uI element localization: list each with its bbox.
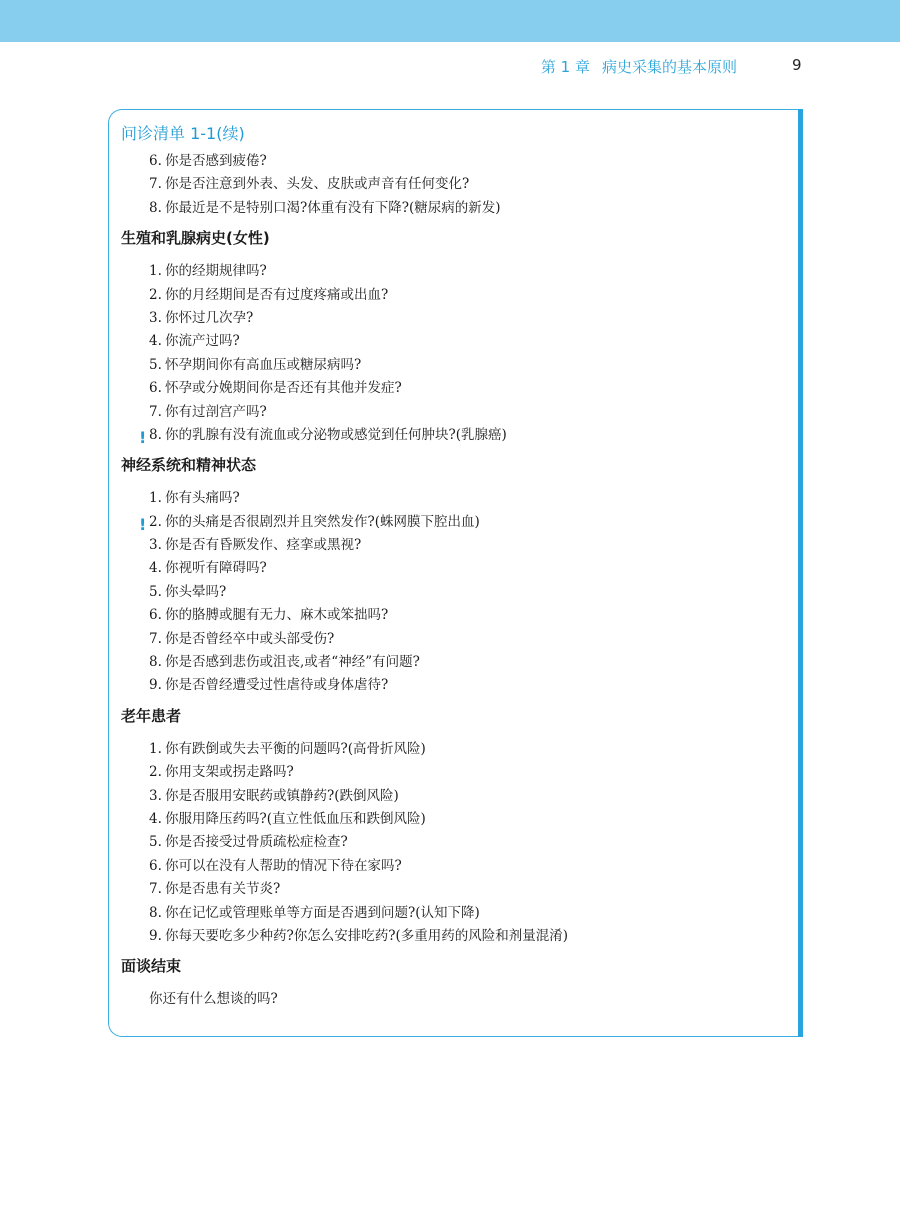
item-text: 你是否有昏厥发作、痉挛或黑视? [165, 537, 362, 554]
list-item [121, 651, 791, 674]
section-list [121, 487, 791, 698]
item-text: 你怀过几次孕? [165, 309, 254, 326]
item-number: 9. [149, 677, 162, 694]
item-number: 8. [149, 426, 162, 443]
item-number: 8. [149, 654, 162, 671]
item-text: 你是否患有关节炎? [165, 881, 281, 898]
item-text: 你是否服用安眠药或镇静药?(跌倒风险) [165, 787, 399, 804]
list-item [121, 581, 791, 604]
item-number: 5. [149, 834, 162, 851]
item-text: 你有跌倒或失去平衡的问题吗?(高骨折风险) [165, 740, 426, 757]
item-text: 你是否曾经遭受过性虐待或身体虐待? [165, 677, 389, 694]
list-item [121, 330, 791, 353]
item-text: 你的乳腺有没有流血或分泌物或感觉到任何肿块?(乳腺癌) [165, 426, 507, 443]
list-item [121, 761, 791, 784]
list-item [121, 902, 791, 925]
item-text: 你是否感到疲倦? [165, 153, 267, 169]
item-text: 你在记忆或管理账单等方面是否遇到问题?(认知下降) [165, 904, 480, 921]
item-number: 7. [149, 881, 162, 898]
item-number: 6. [149, 857, 162, 874]
section [121, 954, 791, 1011]
item-number: 2. [149, 286, 162, 303]
list-item [121, 534, 791, 557]
list-item [121, 925, 791, 948]
item-number: 1. [149, 263, 162, 280]
item-text: 你有头痛吗? [165, 490, 240, 507]
item-number: 3. [149, 309, 162, 326]
list-item [121, 785, 791, 808]
item-text: 你的头痛是否很剧烈并且突然发作?(蛛网膜下腔出血) [165, 513, 480, 530]
item-text: 你可以在没有人帮助的情况下待在家吗? [165, 857, 402, 874]
item-text: 你是否接受过骨质疏松症检查? [165, 834, 348, 851]
list-item [121, 808, 791, 831]
item-number: 7. [149, 176, 162, 193]
checklist-title: 问诊清单 1-1(续) [121, 124, 245, 143]
list-item [121, 377, 791, 400]
item-number: 2. [149, 513, 162, 530]
list-item [121, 150, 791, 173]
section-title: 面谈结束 [121, 957, 182, 976]
box-right-rule [798, 109, 803, 1037]
item-text: 你是否感到悲伤或沮丧,或者“神经”有问题? [165, 654, 420, 671]
item-number: 8. [149, 904, 162, 921]
item-text: 你服用降压药吗?(直立性低血压和跌倒风险) [165, 810, 426, 827]
item-text: 怀孕期间你有高血压或糖尿病吗? [165, 356, 362, 373]
section-title: 老年患者 [121, 706, 182, 725]
item-text: 你用支架或拐走路吗? [165, 764, 294, 781]
page-number: 9 [792, 56, 802, 74]
list-item [121, 511, 791, 534]
section-list [121, 260, 791, 447]
item-number: 5. [149, 583, 162, 600]
item-text: 你头晕吗? [165, 583, 227, 600]
section-list [121, 738, 791, 949]
item-text: 你视听有障碍吗? [165, 560, 267, 577]
running-header [541, 56, 737, 77]
item-number: 1. [149, 740, 162, 757]
item-text: 你最近是不是特别口渴?体重有没有下降?(糖尿病的新发) [165, 199, 501, 216]
item-number: 6. [149, 607, 162, 624]
item-text: 你是否曾经卒中或头部受伤? [165, 630, 335, 647]
list-item [121, 307, 791, 330]
item-text: 你流产过吗? [165, 333, 240, 350]
item-number: 6. [149, 153, 162, 169]
section [121, 453, 791, 698]
item-number: 4. [149, 810, 162, 827]
item-number: 3. [149, 537, 162, 554]
item-text: 怀孕或分娩期间你是否还有其他并发症? [165, 380, 402, 397]
top-color-band [0, 0, 900, 42]
list-item [121, 855, 791, 878]
section-title: 生殖和乳腺病史(女性) [121, 229, 270, 248]
chapter-number: 第 1 章 [540, 58, 590, 76]
item-number: 4. [149, 333, 162, 350]
sections-container [121, 226, 791, 1012]
list-item [121, 487, 791, 510]
item-text: 你每天要吃多少种药?你怎么安排吃药?(多重用药的风险和剂量混淆) [165, 927, 569, 944]
section-title: 神经系统和精神状态 [121, 456, 257, 475]
item-number: 8. [149, 199, 162, 216]
chapter-title: 病史采集的基本原则 [601, 58, 737, 76]
checklist-content [121, 122, 791, 1012]
intro-list [121, 150, 791, 220]
item-number: 1. [149, 490, 162, 507]
item-text: 你的经期规律吗? [165, 263, 267, 280]
list-item [121, 260, 791, 283]
closing-question: 你还有什么想谈的吗? [149, 991, 278, 1008]
item-number: 4. [149, 560, 162, 577]
section [121, 704, 791, 949]
list-item [121, 557, 791, 580]
item-number: 3. [149, 787, 162, 804]
item-number: 7. [149, 630, 162, 647]
list-item [121, 674, 791, 697]
item-text: 你有过剖宫产吗? [165, 403, 267, 420]
item-text: 你的月经期间是否有过度疼痛或出血? [165, 286, 389, 303]
section [121, 226, 791, 447]
list-item [121, 354, 791, 377]
warning-flag-icon: ! [139, 427, 147, 447]
item-text: 你是否注意到外表、头发、皮肤或声音有任何变化? [165, 176, 470, 193]
item-number: 5. [149, 356, 162, 373]
list-item [121, 878, 791, 901]
warning-flag-icon: ! [139, 514, 147, 534]
list-item [121, 284, 791, 307]
list-item [121, 628, 791, 651]
item-number: 9. [149, 927, 162, 944]
list-item [121, 831, 791, 854]
list-item [121, 401, 791, 424]
list-item [121, 604, 791, 627]
item-text: 你的胳膊或腿有无力、麻木或笨拙吗? [165, 607, 389, 624]
item-number: 2. [149, 764, 162, 781]
item-number: 6. [149, 380, 162, 397]
item-number: 7. [149, 403, 162, 420]
list-item [121, 424, 791, 447]
list-item [121, 173, 791, 196]
list-item [121, 738, 791, 761]
list-item [121, 197, 791, 220]
